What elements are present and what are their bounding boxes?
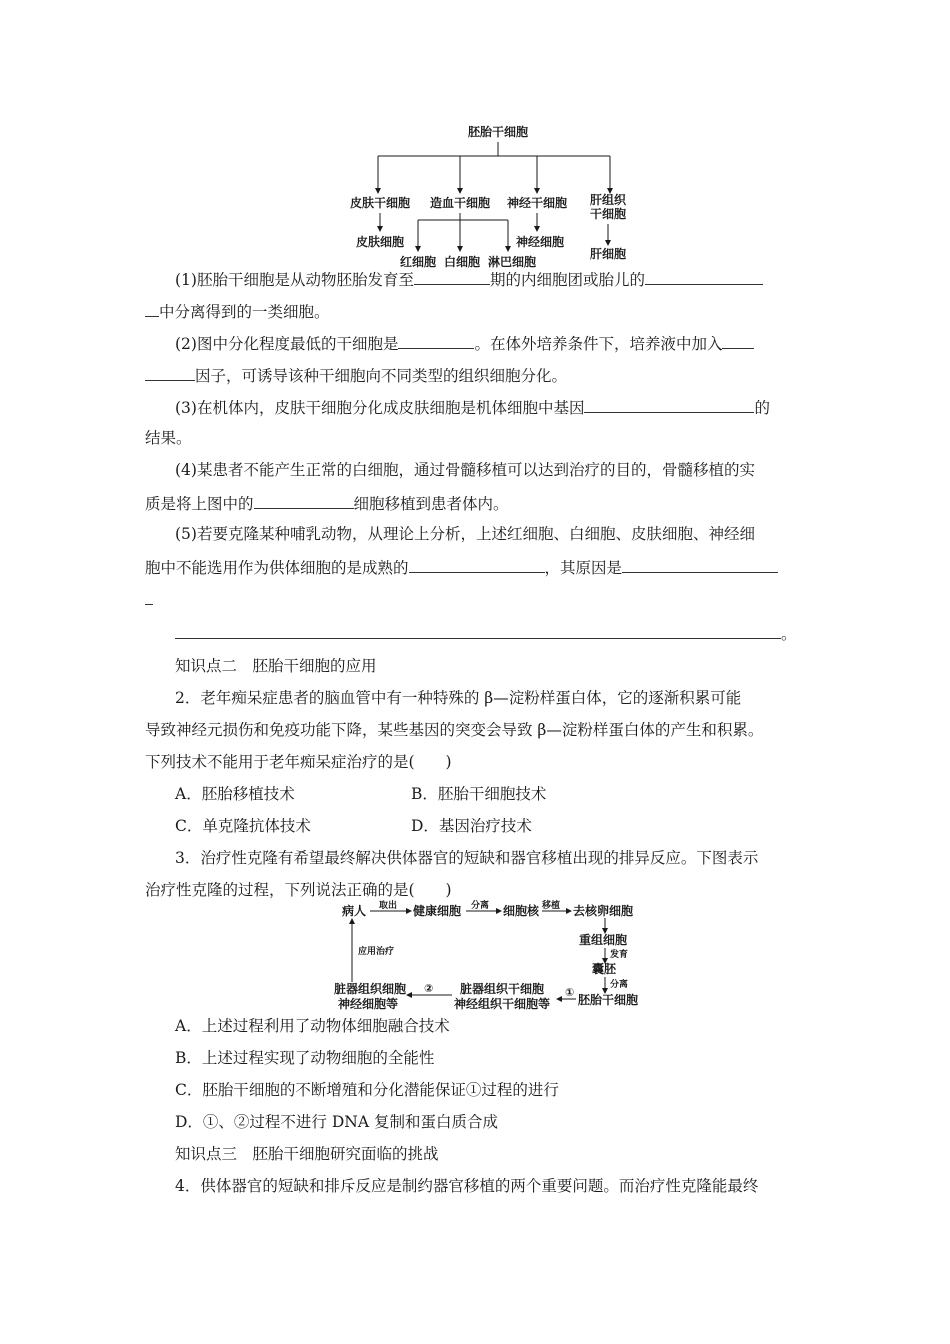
label-separate: 分离 <box>471 901 490 911</box>
q1-line8: 质是将上图中的 细胞移植到患者体内。 <box>145 492 509 514</box>
node-neural-stem: 神经干细胞 <box>506 196 568 210</box>
stem-cell-tree-diagram <box>340 118 640 278</box>
q3-option-c: C．胚胎干细胞的不断增殖和分化潜能保证①过程的进行 <box>175 1081 559 1099</box>
q1-line5: (3)在机体内，皮肤干细胞分化成皮肤细胞是机体细胞中基因 的 <box>175 396 770 418</box>
therapeutic-cloning-diagram <box>330 898 650 1014</box>
node-organ-a: 脏器组织细胞 <box>334 982 407 996</box>
node-stem-a: 脏器组织干细胞 <box>460 982 545 996</box>
label-circle-2: ② <box>424 982 434 995</box>
q1-line3: (2)图中分化程度最低的干细胞是 。在体外培养条件下，培养液中加入 <box>175 332 754 354</box>
q1-line6: 结果。 <box>145 429 192 447</box>
label-transplant: 移植 <box>542 901 561 911</box>
node-stem-b: 神经组织干细胞等 <box>454 997 551 1011</box>
node-recombined: 重组细胞 <box>579 933 628 947</box>
tree-root: 胚胎干细胞 <box>467 125 529 139</box>
node-liver-cell: 肝细胞 <box>589 247 627 261</box>
q1-line7: (4)某患者不能产生正常的白细胞，通过骨髓移植可以达到治疗的目的，骨髓移植的实 <box>175 461 755 479</box>
node-red-cell: 红细胞 <box>399 255 437 269</box>
q2-option-c: C．单克隆抗体技术 <box>175 817 311 835</box>
section-3-heading: 知识点三 胚胎干细胞研究面临的挑战 <box>175 1145 439 1163</box>
q4-line1: 4．供体器官的短缺和排斥反应是制约器官移植的两个重要问题。而治疗性克隆能最终 <box>175 1177 759 1195</box>
q2-option-b: B．胚胎干细胞技术 <box>411 785 547 803</box>
node-white-cell: 白细胞 <box>443 255 481 269</box>
q1-line2: 中分离得到的一类细胞。 <box>145 300 330 322</box>
node-liver-stem-1: 肝组织 <box>589 193 627 207</box>
node-liver-stem-2: 干细胞 <box>589 207 627 221</box>
q3-line2: 治疗性克隆的过程，下列说法正确的是( ) <box>145 881 452 899</box>
q2-line3: 下列技术不能用于老年痴呆症治疗的是( ) <box>145 753 452 771</box>
label-apply: 应用治疗 <box>358 947 395 957</box>
node-lymph-cell: 淋巴细胞 <box>487 255 537 269</box>
q2-line1: 2．老年痴呆症患者的脑血管中有一种特殊的 β—淀粉样蛋白体，它的逐渐积累可能 <box>175 689 742 707</box>
q1-line12: 。 <box>175 622 797 644</box>
node-blastocyst: 囊胚 <box>592 962 617 976</box>
q3-option-a: A．上述过程利用了动物体细胞融合技术 <box>175 1017 450 1035</box>
label-separate-2: 分离 <box>610 980 629 990</box>
q3-line1: 3．治疗性克隆有希望最终解决供体器官的短缺和器官移植出现的排异反应。下图表示 <box>175 849 759 867</box>
node-neural-cell: 神经细胞 <box>515 235 565 249</box>
node-nucleus: 细胞核 <box>503 904 540 918</box>
node-patient: 病人 <box>342 904 367 918</box>
label-circle-1: ① <box>565 986 575 999</box>
q1-line4: 因子，可诱导该种干细胞向不同类型的组织细胞分化。 <box>145 364 567 386</box>
node-healthy: 健康细胞 <box>413 904 462 918</box>
section-2-heading: 知识点二 胚胎干细胞的应用 <box>175 657 377 675</box>
node-blood-stem: 造血干细胞 <box>429 196 491 210</box>
q3-option-b: B．上述过程实现了动物细胞的全能性 <box>175 1049 435 1067</box>
q2-option-d: D．基因治疗技术 <box>411 817 532 835</box>
node-egg: 去核卵细胞 <box>573 904 634 918</box>
q1-line9: (5)若要克隆某种哺乳动物，从理论上分析，上述红细胞、白细胞、皮肤细胞、神经细 <box>175 525 755 543</box>
q3-option-d: D．①、②过程不进行 DNA 复制和蛋白质合成 <box>175 1113 498 1131</box>
node-organ-b: 神经细胞等 <box>338 997 399 1011</box>
q1-line10: 胞中不能选用作为供体细胞的是成熟的 ，其原因是 <box>145 556 778 578</box>
label-take: 取出 <box>379 901 398 911</box>
node-skin-stem: 皮肤干细胞 <box>349 196 411 210</box>
q2-line2: 导致神经元损伤和免疫功能下降，某些基因的突变会导致 β—淀粉样蛋白体的产生和积累。 <box>145 721 764 739</box>
q1-line1: (1)胚胎干细胞是从动物胚胎发育至 期的内细胞团或胎儿的 <box>175 268 763 290</box>
label-develop: 发育 <box>610 950 629 960</box>
node-skin-cell: 皮肤细胞 <box>355 235 405 249</box>
node-esc: 胚胎干细胞 <box>578 993 639 1007</box>
q2-option-a: A．胚胎移植技术 <box>175 785 295 803</box>
q1-line11 <box>145 588 153 610</box>
